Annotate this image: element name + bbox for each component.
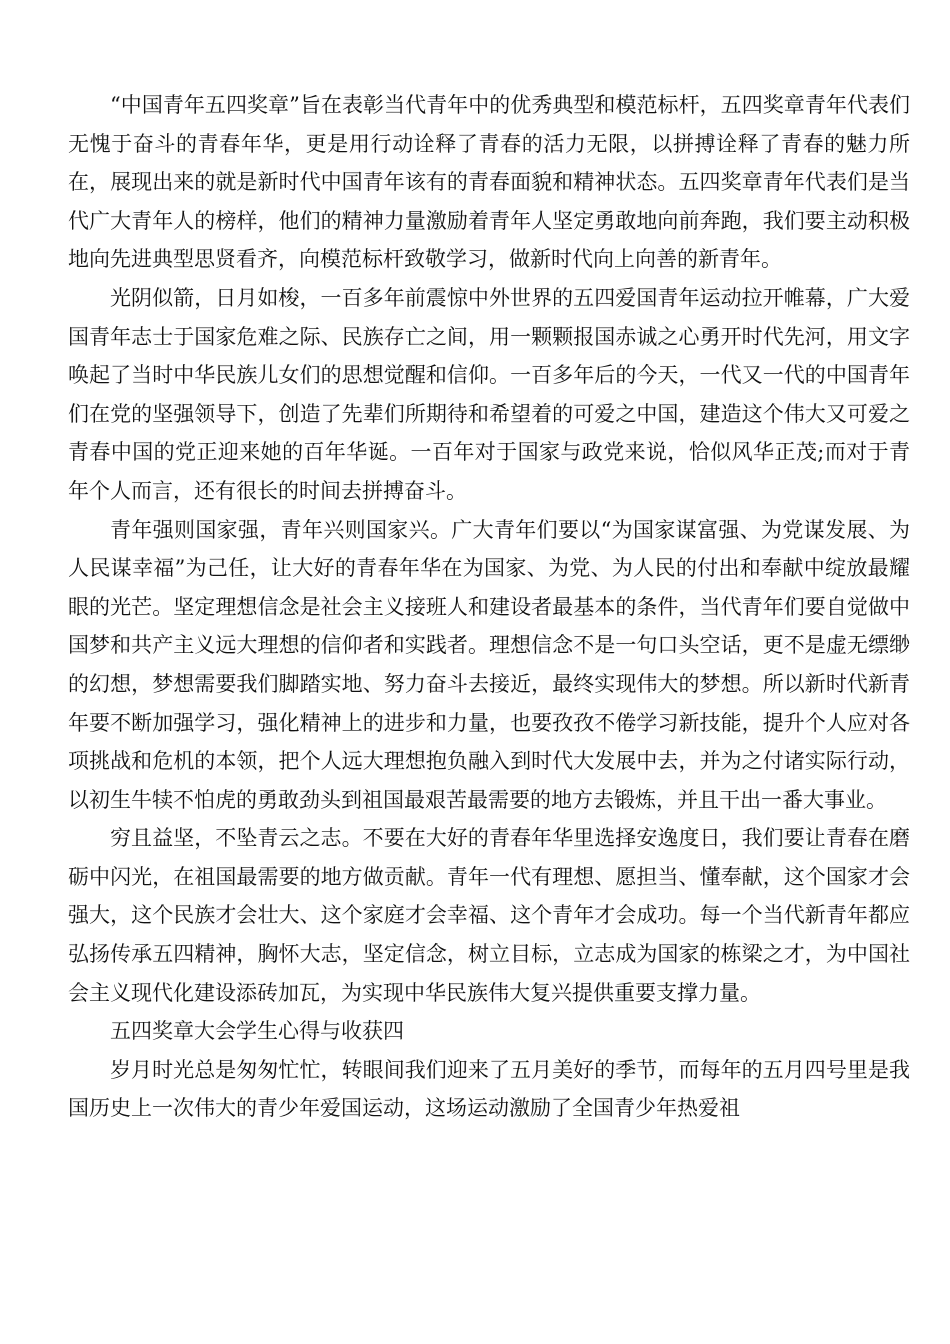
paragraph-5: 岁月时光总是匆匆忙忙，转眼间我们迎来了五月美好的季节，而每年的五月四号里是我国历史上一次伟大的青少年爱国运动，这场运动激励了全国青少年热爱祖 bbox=[68, 1057, 910, 1121]
section-heading: 五四奖章大会学生心得与收获四 bbox=[110, 1019, 404, 1044]
paragraph-4: 穷且益坚，不坠青云之志。不要在大好的青春年华里选择安逸度日，我们要让青春在磨砺中闪光，在祖国最需要的地方做贡献。青年一代有理想、愿担当、懂奉献，这个国家才会强大，这个民族才会壮大、这个家庭才会幸福、这个青年才会成功。每一个当代新青年都应弘扬传承五四精神，胸怀大志，坚定信念，树立目标，立志成为国家的栋梁之才，为中国社会主义现代化建设添砖加瓦，为实现中华民族伟大复兴提供重要支撑力量。 bbox=[68, 826, 910, 1005]
document-page bbox=[68, 86, 910, 1128]
paragraph-3: 青年强则国家强，青年兴则国家兴。广大青年们要以“为国家谋富强、为党谋发展、为人民谋幸福”为己任，让大好的青春年华在为国家、为党、为人民的付出和奉献中绽放最耀眼的光芒。坚定理想信念是社会主义接班人和建设者最基本的条件，当代青年们要自觉做中国梦和共产主义远大理想的信仰者和实践者。理想信念不是一句口头空话，更不是虚无缥缈的幻想，梦想需要我们脚踏实地、努力奋斗去接近，最终实现伟大的梦想。所以新时代新青年要不断加强学习，强化精神上的进步和力量，也要孜孜不倦学习新技能，提升个人应对各项挑战和危机的本领，把个人远大理想抱负融入到时代大发展中去，并为之付诸实际行动，以初生牛犊不怕虎的勇敢劲头到祖国最艰苦最需要的地方去锻炼，并且干出一番大事业。 bbox=[68, 517, 910, 812]
paragraph-2: 光阴似箭，日月如梭，一百多年前震惊中外世界的五四爱国青年运动拉开帷幕，广大爱国青年志士于国家危难之际、民族存亡之间，用一颗颗报国赤诚之心勇开时代先河，用文字唤起了当时中华民族儿女们的思想觉醒和信仰。一百多年后的今天，一代又一代的中国青年们在党的坚强领导下，创造了先辈们所期待和希望着的可爱之中国，建造这个伟大又可爱之青春中国的党正迎来她的百年华诞。一百年对于国家与政党来说，恰似风华正茂;而对于青年个人而言，还有很长的时间去拼搏奋斗。 bbox=[68, 285, 910, 503]
paragraph-1: “中国青年五四奖章”旨在表彰当代青年中的优秀典型和模范标杆，五四奖章青年代表们无愧于奋斗的青春年华，更是用行动诠释了青春的活力无限，以拼搏诠释了青春的魅力所在，展现出来的就是新时代中国青年该有的青春面貌和精神状态。五四奖章青年代表们是当代广大青年人的榜样，他们的精神力量激励着青年人坚定勇敢地向前奔跑，我们要主动积极地向先进典型思贤看齐，向模范标杆致敬学习，做新时代向上向善的新青年。 bbox=[68, 93, 910, 272]
